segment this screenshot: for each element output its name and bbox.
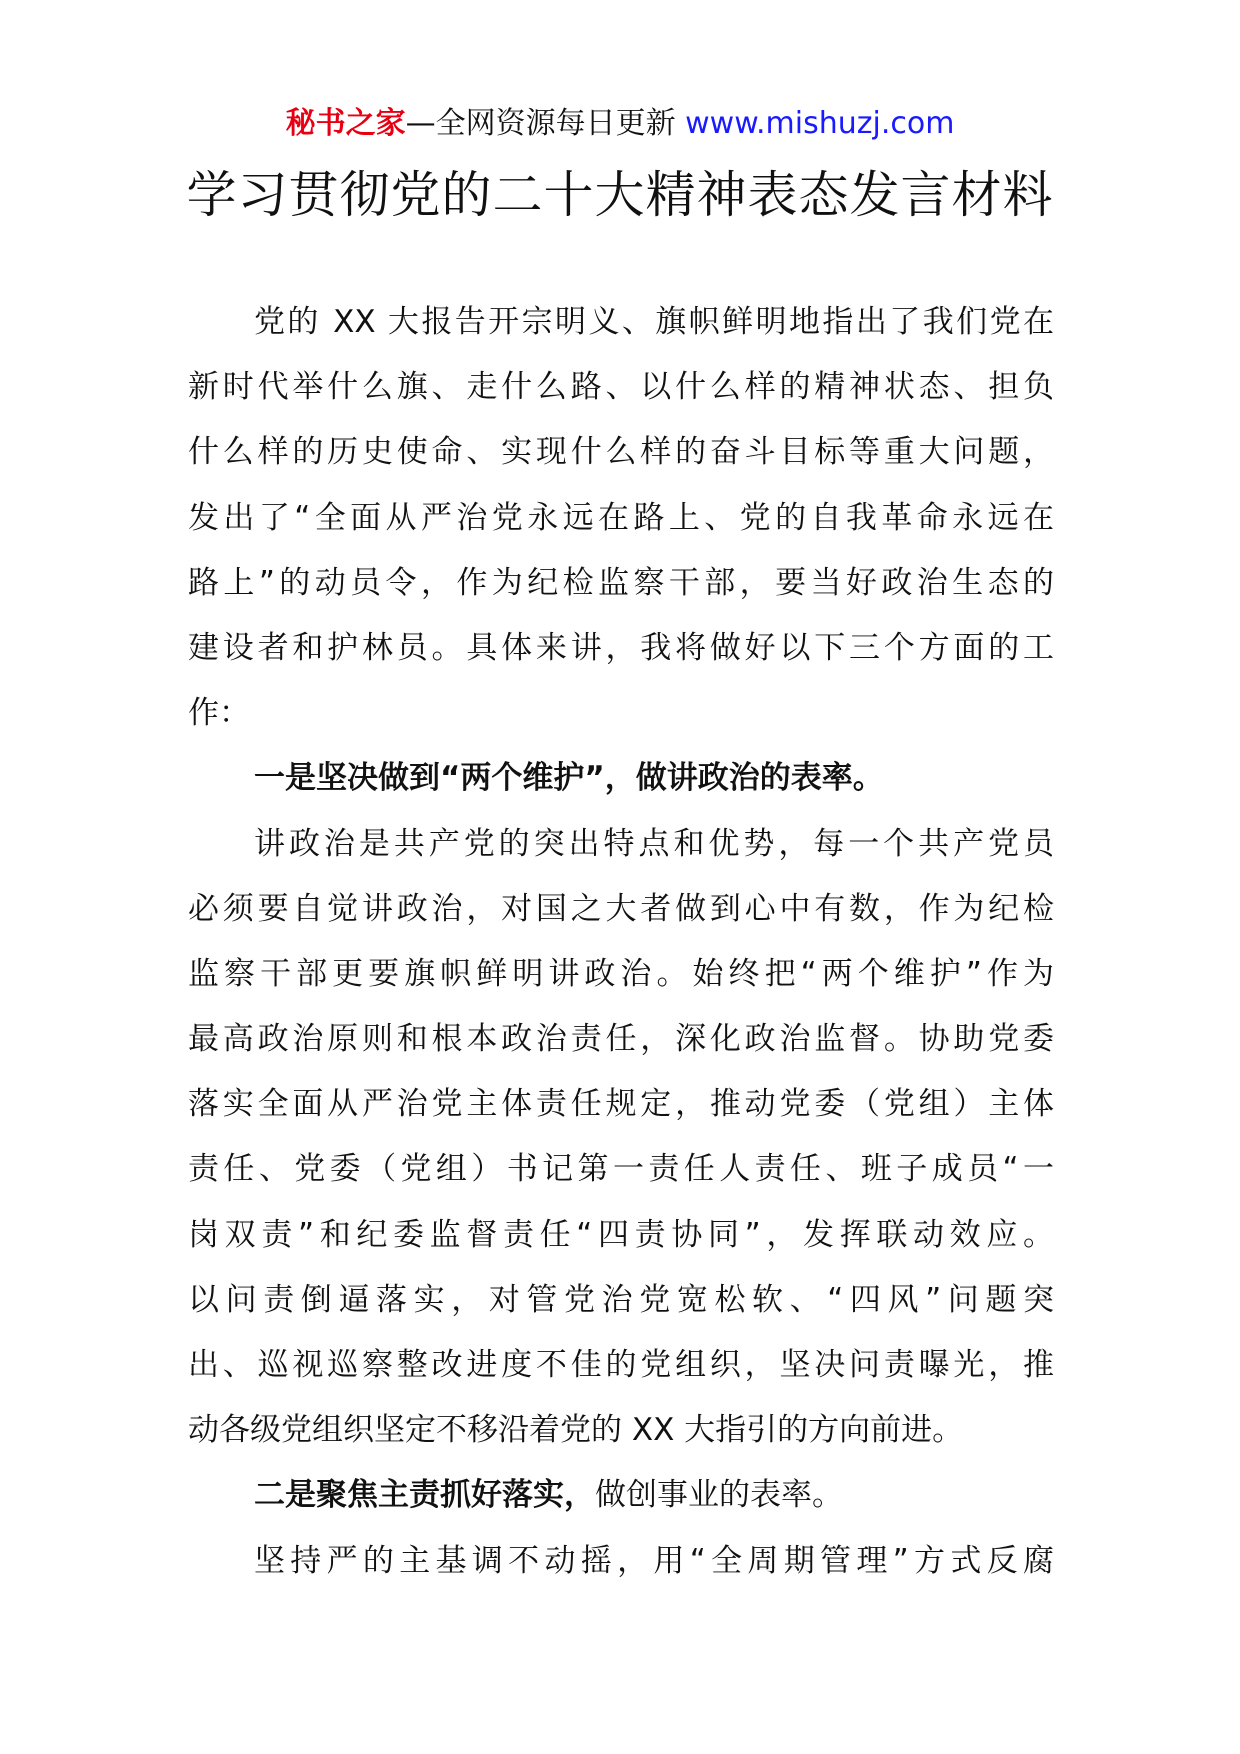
paragraph-line: 坚持严的主基调不动摇，用“全周期管理”方式反腐 [254, 1542, 1054, 1579]
header-tagline: —全网资源每日更新 [405, 106, 676, 141]
section-heading-2-lead: 二是聚焦主责抓好落实， [254, 1477, 595, 1514]
paragraph-line: 新时代举什么旗、走什么路、以什么样的精神状态、担负 [188, 369, 1054, 406]
paragraph-line: 动各级党组织坚定不移沿着党的 XX 大指引的方向前进。 [188, 1412, 964, 1449]
document-body [188, 290, 1054, 1594]
paragraph-line: 以问责倒逼落实，对管党治党宽松软、“四风”问题突 [188, 1281, 1054, 1318]
paragraph-line: 必须要自觉讲政治，对国之大者做到心中有数，作为纪检 [188, 890, 1054, 927]
paragraph-line: 岗双责”和纪委监督责任“四责协同”，发挥联动效应。 [188, 1216, 1054, 1253]
paragraph-line: 责任、党委（党组）书记第一责任人责任、班子成员“一 [188, 1151, 1054, 1188]
paragraph-line: 最高政治原则和根本政治责任，深化政治监督。协助党委 [188, 1021, 1054, 1058]
site-url-link[interactable]: www.mishuzj.com [685, 106, 955, 141]
paragraph-line: 讲政治是共产党的突出特点和优势，每一个共产党员 [254, 825, 1054, 862]
paragraph-line: 发出了“全面从严治党永远在路上、党的自我革命永远在 [188, 499, 1054, 536]
paragraph-line: 监察干部更要旗帜鲜明讲政治。始终把“两个维护”作为 [188, 955, 1054, 992]
section-heading-1: 一是坚决做到“两个维护”，做讲政治的表率。 [254, 760, 884, 797]
brand-name: 秘书之家 [285, 106, 406, 141]
section-heading-2 [188, 1463, 1054, 1528]
section-heading-2-tail: 做创事业的表率。 [595, 1477, 843, 1514]
paragraph-line: 落实全面从严治党主体责任规定，推动党委（党组）主体 [188, 1086, 1054, 1123]
document-title: 学习贯彻党的二十大精神表态发言材料 [186, 166, 1054, 224]
paragraph-line: 作： [188, 695, 250, 732]
paragraph-line: 路上”的动员令，作为纪检监察干部，要当好政治生态的 [188, 564, 1054, 601]
paragraph-line: 什么样的历史使命、实现什么样的奋斗目标等重大问题， [188, 434, 1054, 471]
paragraph-line: 建设者和护林员。具体来讲，我将做好以下三个方面的工 [188, 629, 1054, 666]
site-header [0, 104, 1240, 144]
paragraph-line: 党的 XX 大报告开宗明义、旗帜鲜明地指出了我们党在 [254, 304, 1054, 340]
paragraph-line: 出、巡视巡察整改进度不佳的党组织，坚决问责曝光，推 [188, 1347, 1054, 1383]
